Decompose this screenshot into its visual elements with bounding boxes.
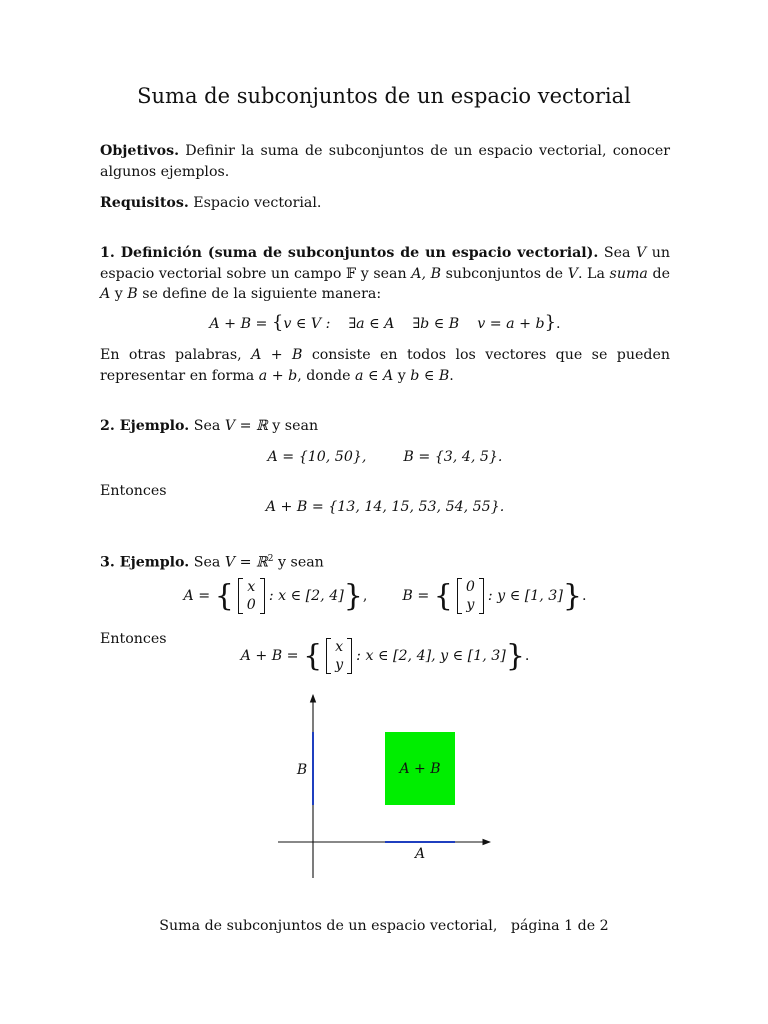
definition-text: . La bbox=[577, 265, 605, 282]
example2-sum-formula: A + B = {13, 14, 15, 53, 54, 55}. bbox=[265, 499, 505, 515]
math-a-in-a: a ∈ A bbox=[354, 367, 394, 384]
explanation-text: consiste en todos los vectores que se pueden representar en forma bbox=[100, 347, 670, 384]
math-v: V bbox=[635, 245, 647, 261]
brace-left: { bbox=[433, 578, 453, 614]
vector-entry: y bbox=[335, 657, 344, 673]
vector-entry: x bbox=[247, 579, 256, 595]
example3-sum-condition: : x ∈ [2, 4], y ∈ [1, 3] bbox=[356, 648, 506, 664]
example2-label: 2. Ejemplo. bbox=[100, 418, 190, 434]
math-ab: A, B bbox=[411, 265, 442, 282]
vector-entry: y bbox=[466, 597, 475, 613]
formula-lhs: A + B = bbox=[209, 316, 268, 332]
brace-left: { bbox=[214, 578, 234, 614]
requirements-text: Espacio vectorial. bbox=[193, 195, 322, 211]
explanation-text: En otras palabras, bbox=[100, 347, 242, 363]
vector-entry: 0 bbox=[246, 597, 256, 613]
vector-entry: 0 bbox=[465, 579, 475, 595]
explanation-text: . bbox=[449, 367, 454, 384]
example3-b-condition: : y ∈ [1, 3] bbox=[487, 588, 563, 604]
example3-exponent: 2 bbox=[267, 554, 274, 564]
math-field: 𝔽 bbox=[346, 265, 357, 282]
example2-then: Entonces bbox=[100, 483, 167, 499]
definition-text: un espacio vectorial sobre un campo bbox=[100, 245, 670, 282]
example3-label: 3. Ejemplo. bbox=[100, 554, 190, 571]
example2-text: Sea bbox=[193, 418, 221, 434]
example3-then: Entonces bbox=[100, 631, 167, 647]
definition-text: y sean bbox=[360, 265, 407, 282]
brace-right: } bbox=[505, 638, 525, 674]
example3-sum-lhs: A + B = bbox=[240, 648, 299, 664]
vector-entry: x bbox=[335, 639, 344, 655]
math-a-plus-b: A + B bbox=[251, 347, 303, 363]
definition-text: se define de la siguiente manera: bbox=[142, 286, 382, 302]
explanation-text: , donde bbox=[297, 367, 351, 384]
label-b: B bbox=[296, 762, 308, 778]
page-footer: Suma de subconjuntos de un espacio vectorial, página 1 de 2 bbox=[159, 918, 609, 934]
example3-text: Sea bbox=[193, 554, 221, 571]
example3-a-lhs: A = bbox=[183, 588, 211, 604]
brace-right: } bbox=[343, 578, 363, 614]
brace-right: } bbox=[544, 312, 557, 333]
example3-b-lhs: B = bbox=[402, 588, 430, 604]
math-a-plus-b-lower: a + b bbox=[258, 367, 298, 384]
requirements-label: Requisitos. bbox=[100, 195, 189, 211]
example2-space: V = ℝ bbox=[224, 418, 268, 434]
formula-body: v ∈ V : ∃a ∈ A ∃b ∈ B v = a + b bbox=[283, 316, 545, 332]
explanation-text: y bbox=[397, 367, 406, 384]
math-b-in-b: b ∈ B bbox=[410, 367, 450, 384]
example3-sets: A = { x 0: x ∈ [2, 4]}, B = { 0 y: y ∈ [1, 3]}. bbox=[183, 578, 587, 614]
example3-sum: A + B = { x y: x ∈ [2, 4], y ∈ [1, 3]}. bbox=[240, 638, 530, 674]
definition-text: subconjuntos de bbox=[445, 265, 564, 282]
suma-word: suma bbox=[609, 265, 648, 282]
definition-formula: A + B = {v ∈ V : ∃a ∈ A ∃b ∈ B v = a + b}. bbox=[209, 312, 561, 333]
definition-text: de bbox=[652, 265, 670, 282]
brace-right: } bbox=[562, 578, 582, 614]
objectives-text: Definir la suma de subconjuntos de un espacio vectorial, conocer algunos ejemplos. bbox=[100, 143, 670, 180]
definition-text: y bbox=[114, 286, 123, 302]
objectives-label: Objetivos. bbox=[100, 143, 180, 159]
brace-left: { bbox=[303, 638, 323, 674]
example3-a-condition: : x ∈ [2, 4] bbox=[268, 588, 344, 604]
math-b: B bbox=[127, 286, 138, 302]
label-a: A bbox=[414, 846, 426, 862]
page-title: Suma de subconjuntos de un espacio vectorial bbox=[137, 84, 631, 108]
math-a: A bbox=[100, 286, 111, 302]
example2-set-b: B = {3, 4, 5}. bbox=[403, 449, 503, 465]
example3-text: y sean bbox=[278, 554, 324, 571]
math-v: V bbox=[567, 265, 578, 282]
brace-left: { bbox=[271, 312, 284, 333]
sum-region-label: A + B bbox=[399, 761, 441, 777]
definition-text: Sea bbox=[603, 245, 631, 261]
example3-space: V = ℝ bbox=[224, 554, 268, 571]
definition-label: 1. Definición (suma de subconjuntos de un espacio vectorial). bbox=[100, 245, 599, 261]
example2-set-a: A = {10, 50}, bbox=[267, 449, 367, 465]
example2-text: y sean bbox=[272, 418, 319, 434]
